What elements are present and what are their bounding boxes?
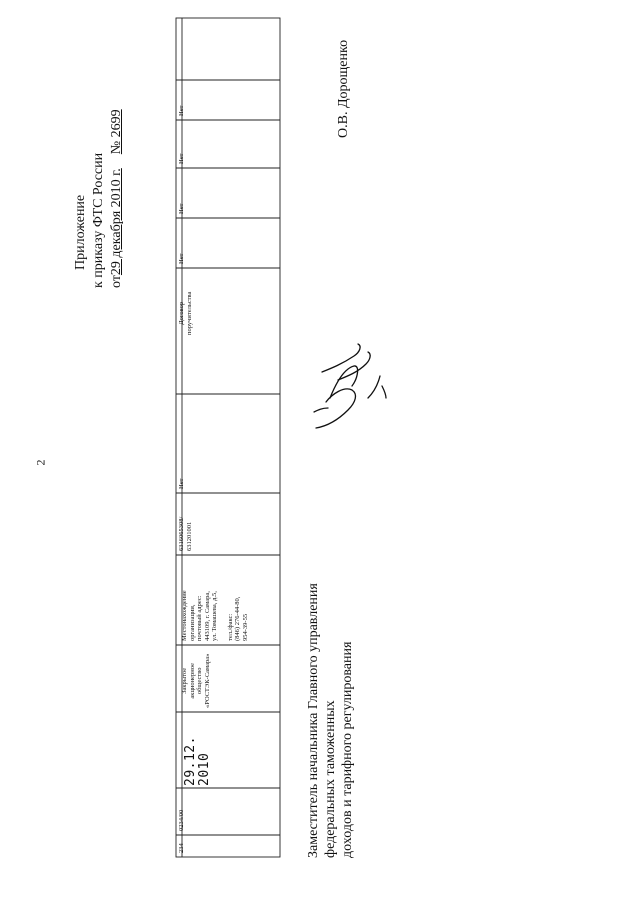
cell-row-number: 234 [178,843,185,853]
appendix-header [72,109,126,288]
cell-date: 29.12. 2010 [183,736,212,786]
appendix-line3 [108,109,126,288]
cell-inn-kpp: 6316065308/ 631201001 [178,516,193,551]
cell-net-1: Нет [178,478,185,489]
cell-net-8: Нет [178,105,185,116]
appendix-date-prefix: от [109,275,124,288]
signer-title: Заместитель начальника Главного управления федеральных таможенных доходов и тарифного регулирования [306,583,355,858]
cell-org-name: Закрытое акционерное общество «РОСТЭК-Самара» [181,653,211,708]
cell-contract: Договор поручительства [178,291,193,335]
appendix-line2: к приказу ФТС России [91,152,106,288]
cell-net-6: Нет [178,203,185,214]
cell-net-5: Нет [178,253,185,264]
handwritten-signature [308,338,398,438]
page-number: 2 [33,459,48,466]
cell-net-7: Нет [178,153,185,164]
cell-code: 0234/00 [178,809,185,831]
appendix-order-number: № 2699 [109,109,124,155]
appendix-line1: Приложение [73,194,88,270]
appendix-date: 29 декабря 2010 г. [109,168,124,276]
signer-name: О.В. Дорощенко [336,39,351,138]
table-border [176,18,280,857]
cell-location: Местонахождение организации, почтовый адрес: 443109, г. Самара, ул. Томашева, д.5, тел./факс: (846) 276-44-80, 954-39-55 [181,590,249,641]
